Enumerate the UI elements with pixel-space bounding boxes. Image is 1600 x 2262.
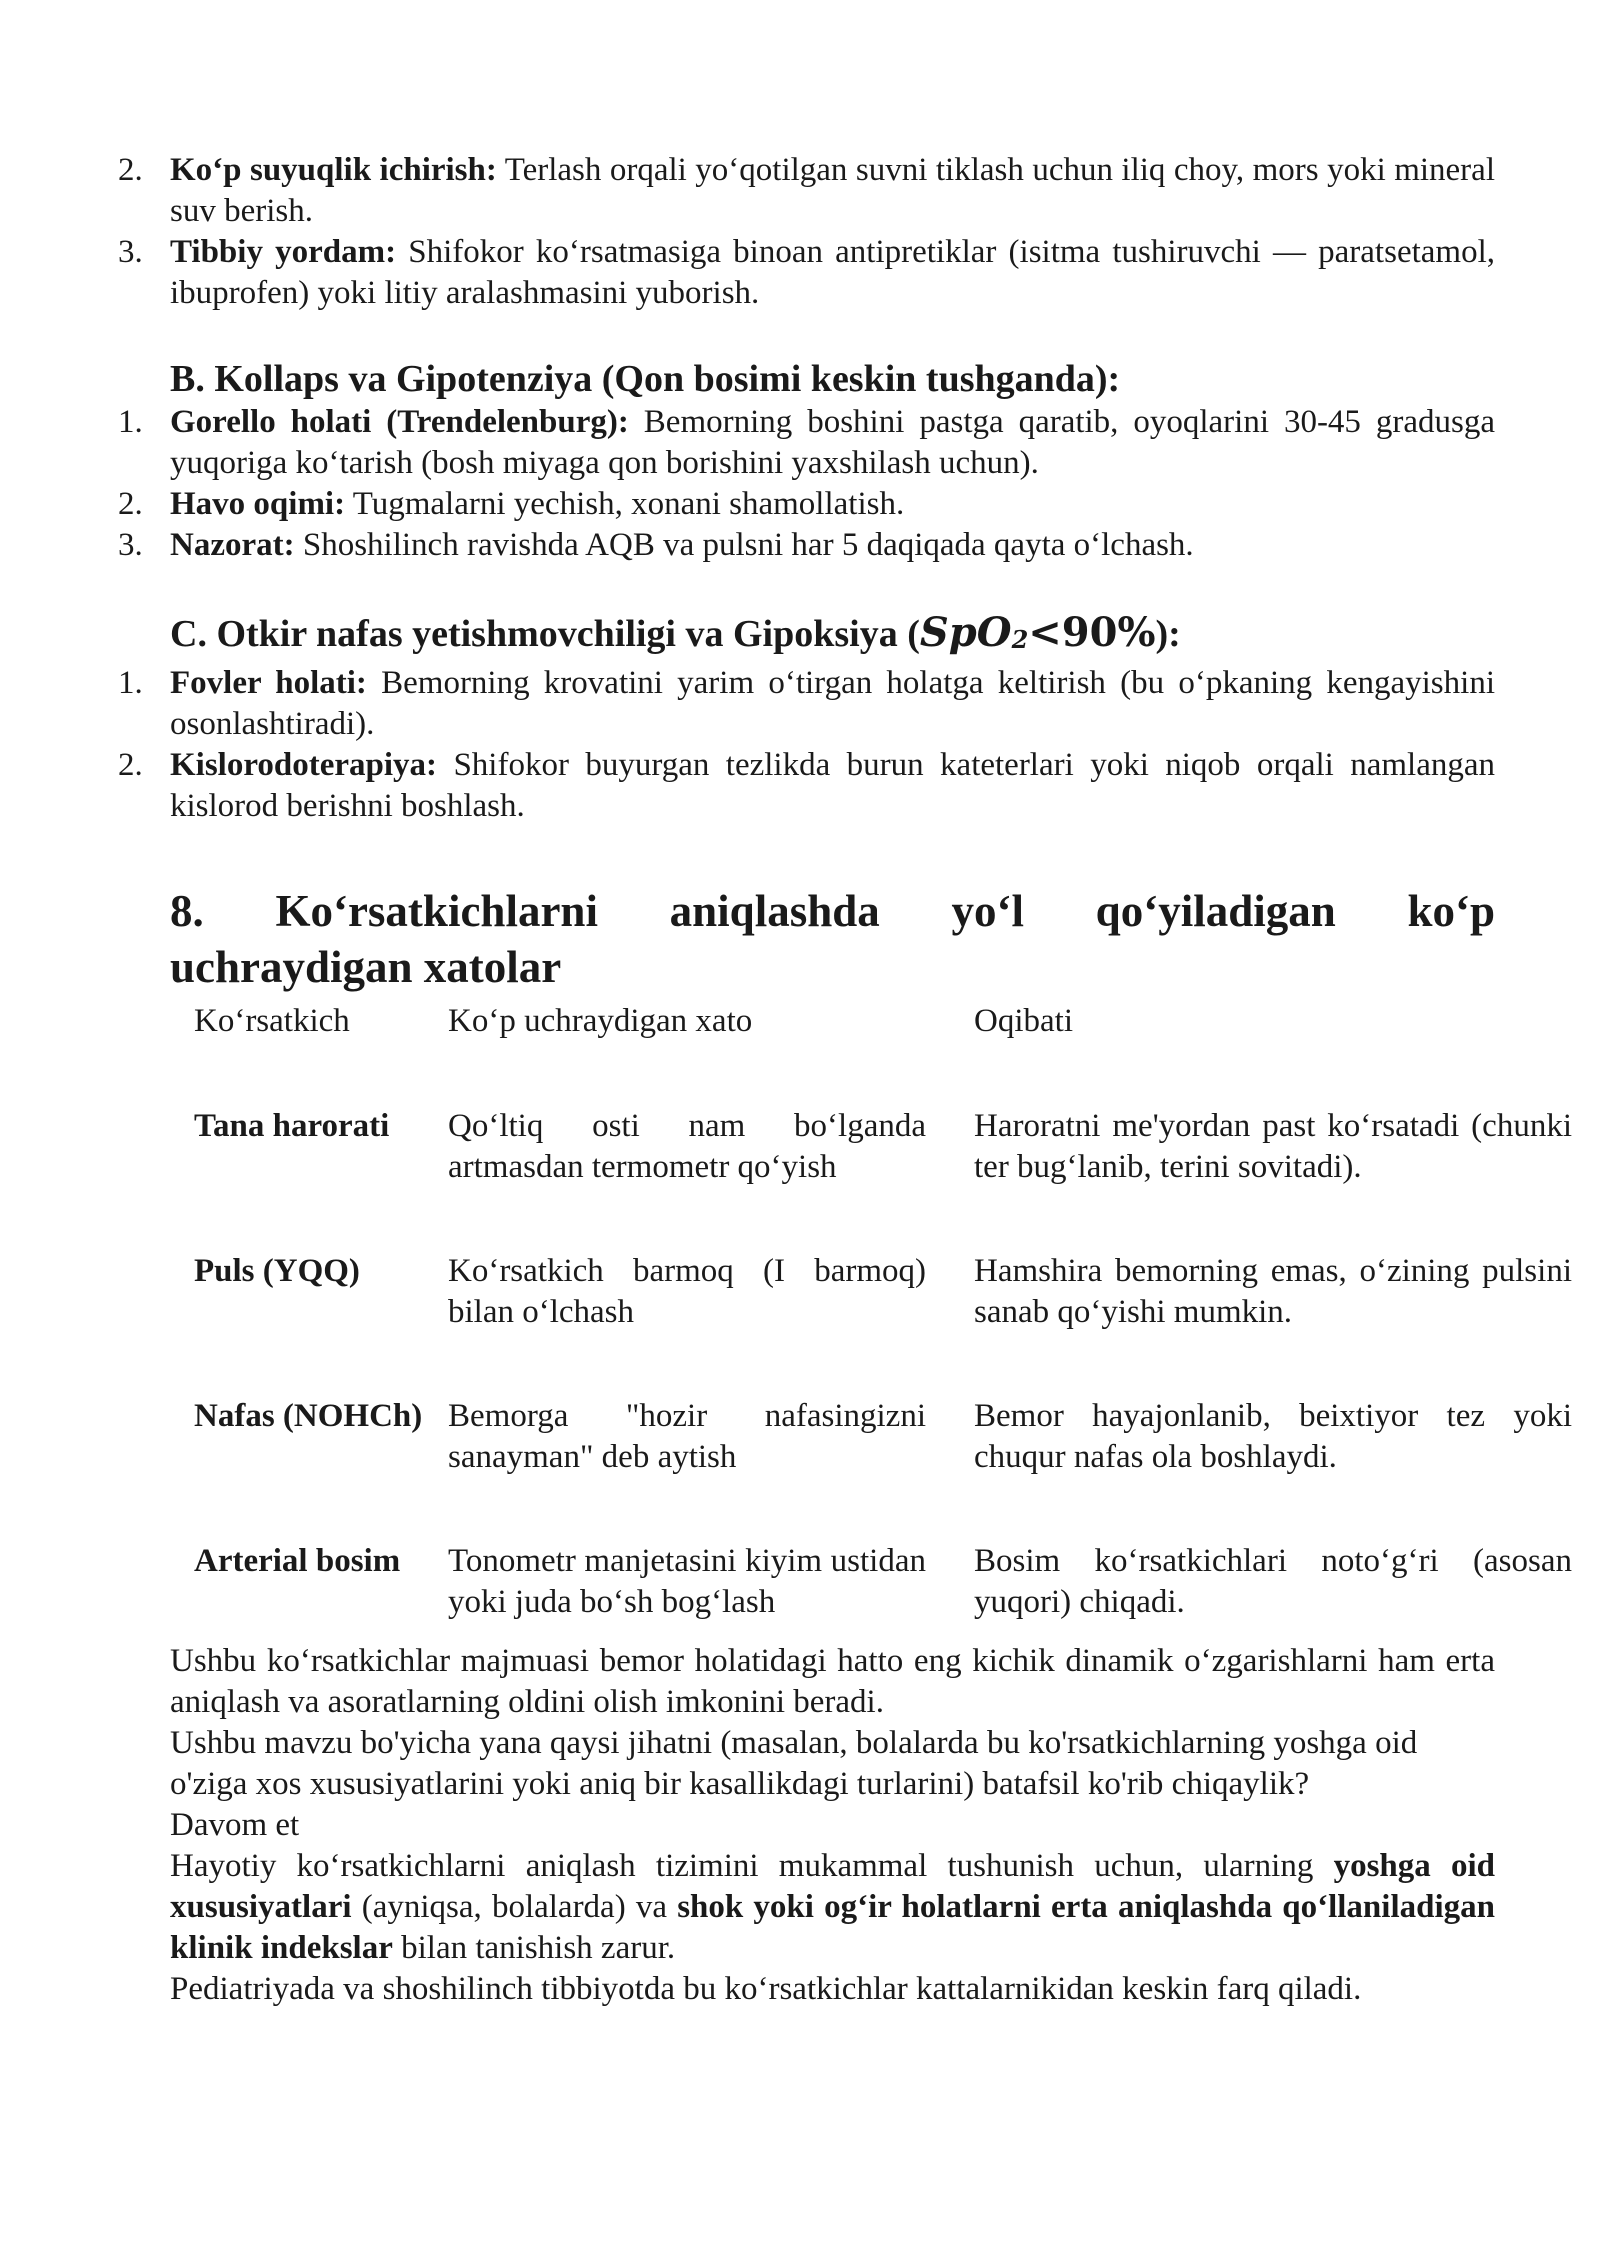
text-run: (ayniqsa, bolalarda) va (351, 1889, 678, 1925)
list-number: 3. (118, 234, 143, 270)
table-cell-error: Qoʻltiq osti nam boʻlganda artmasdan termometr qoʻyish (448, 1108, 926, 1185)
table-header-cell: Koʻp uchraydigan xato (448, 1003, 753, 1039)
prompt-line: Davom et (170, 1807, 300, 1843)
table-cell-consequence: Bosim koʻrsatkichlari notoʻgʻri (asosan yuqori) chiqadi. (974, 1543, 1572, 1620)
list-item-term: Koʻp suyuqlik ichirish: (170, 152, 497, 188)
heading-prefix: C. Otkir nafas yetishmovchiligi va Gipoksiya ( (170, 613, 920, 655)
table-cell-consequence: Hamshira bemorning emas, oʻzining pulsini sanab qoʻyishi mumkin. (974, 1253, 1572, 1330)
spacer (170, 566, 1495, 610)
closing-paragraph: Ushbu koʻrsatkichlar majmuasi bemor holatidagi hatto eng kichik dinamik oʻzgarishlarni ham erta aniqlash va asoratlarning oldini olish imkonini beradi. (170, 1643, 1495, 1720)
list-item-text: Bemorning boshini pastga qaratib, oyoqlarini 30-45 gradusga yuqoriga koʻtarish (bosh miyaga qon borishini yaxshilash uchun). (170, 404, 1495, 481)
list-item-term: Nazorat: (170, 527, 295, 563)
table-cell-error: Koʻrsatkich barmoq (I barmoq) bilan oʻlchash (448, 1253, 926, 1330)
table-cell-indicator: Puls (YQQ) (194, 1253, 360, 1289)
list-number: 1. (118, 665, 143, 701)
table-header-cell: Oqibati (974, 1003, 1073, 1039)
list-item-text: Terlash orqali yoʻqotilgan suvni tiklash uchun iliq choy, mors yoki mineral suv berish. (170, 152, 1495, 229)
section-c-heading (170, 610, 1495, 663)
section-b-heading: B. Kollaps va Gipotenziya (Qon bosimi keskin tushganda): (170, 358, 1121, 400)
document-content (118, 150, 1572, 2010)
question-paragraph: Ushbu mavzu bo'yicha yana qaysi jihatni (masalan, bolalarda bu ko'rsatkichlarning yoshga oid o'ziga xos xususiyatlarini yoki aniq bir kasallikdagi turlarini) batafsil ko'rib chiqaylik? (170, 1725, 1418, 1802)
text-run: Hayotiy koʻrsatkichlarni aniqlash tizimini mukammal tushunish uchun, ularning (170, 1848, 1334, 1884)
section-a-list (118, 150, 1495, 314)
list-item (118, 525, 1495, 566)
continuation-paragraph (170, 1846, 1495, 1969)
list-item-term: Havo oqimi: (170, 486, 346, 522)
list-item (118, 150, 1495, 232)
table-row (194, 1541, 1572, 1641)
list-item-term: Tibbiy yordam: (170, 234, 397, 270)
list-item-text: Shifokor koʻrsatmasiga binoan antipretiklar (isitma tushiruvchi — paratsetamol, ibuprofen) yoki litiy aralashmasini yuborish. (170, 234, 1495, 311)
text-run: bilan tanishish zarur. (392, 1930, 676, 1966)
list-item-term: Gorello holati (Trendelenburg): (170, 404, 629, 440)
heading-suffix: ): (1155, 613, 1181, 655)
list-number: 2. (118, 152, 143, 188)
list-item-term: Fovler holati: (170, 665, 367, 701)
spo2-main: SpO (919, 609, 1012, 656)
section-8-title-line2: uchraydigan xatolar (170, 942, 562, 992)
table-cell-error: Bemorga "hozir nafasingizni sanayman" deb aytish (448, 1398, 926, 1475)
table-header-cell: Koʻrsatkich (194, 1003, 350, 1039)
list-item-text: Bemorning krovatini yarim oʻtirgan holatga keltirish (bu oʻpkaning kengayishini osonlashtiradi). (170, 665, 1495, 742)
list-number: 2. (118, 747, 143, 783)
emphasis-age-features: yoshga oid xususiyatlari (170, 1848, 1496, 1925)
spacer (170, 314, 1495, 356)
table-cell-indicator: Tana harorati (194, 1108, 390, 1144)
list-item-text: Tugmalarni yechish, xonani shamollatish. (345, 486, 905, 522)
table-cell-error: Tonometr manjetasini kiyim ustidan yoki juda boʻsh bogʻlash (448, 1543, 926, 1620)
spo2-formula (920, 609, 1156, 656)
table-cell-consequence: Haroratni me'yordan past koʻrsatadi (chunki ter bugʻlanib, terini sovitadi). (974, 1108, 1572, 1185)
section-8-title (170, 883, 1495, 995)
table-row (194, 1251, 1572, 1396)
pediatrics-paragraph: Pediatriyada va shoshilinch tibbiyotda bu koʻrsatkichlar kattalarnikidan keskin farq qiladi. (170, 1971, 1362, 2007)
section-c-list (118, 663, 1495, 827)
list-item-text: Shoshilinch ravishda AQB va pulsni har 5 daqiqada qayta oʻlchash. (294, 527, 1194, 563)
errors-table (194, 1001, 1572, 1641)
table-cell-indicator: Nafas (NOHCh) (194, 1398, 423, 1434)
spo2-threshold: <90% (1028, 609, 1156, 656)
table-header-row (194, 1001, 1572, 1106)
list-item (118, 745, 1495, 827)
table-row (194, 1106, 1572, 1251)
table-cell-indicator: Arterial bosim (194, 1543, 401, 1579)
list-item (118, 402, 1495, 484)
list-number: 2. (118, 486, 143, 522)
list-item-text: Shifokor buyurgan tezlikda burun kateterlari yoki niqob orqali namlangan kislorod berishni boshlash. (170, 747, 1495, 824)
table-cell-consequence: Bemor hayajonlanib, beixtiyor tez yoki chuqur nafas ola boshlaydi. (974, 1398, 1572, 1475)
spo2-subscript: 2 (1011, 625, 1029, 654)
list-item-term: Kislorodoterapiya: (170, 747, 438, 783)
list-item (118, 484, 1495, 525)
emphasis-clinical-indices: shok yoki ogʻir holatlarni erta aniqlashda qoʻllaniladigan klinik indekslar (170, 1889, 1495, 1966)
list-item (118, 663, 1495, 745)
list-item (118, 232, 1495, 314)
table-row (194, 1396, 1572, 1541)
section-b-list (118, 402, 1495, 566)
list-number: 3. (118, 527, 143, 563)
list-number: 1. (118, 404, 143, 440)
section-8-title-line1: 8. Koʻrsatkichlarni aniqlashda yoʻl qoʻyiladigan koʻp (170, 886, 1495, 936)
